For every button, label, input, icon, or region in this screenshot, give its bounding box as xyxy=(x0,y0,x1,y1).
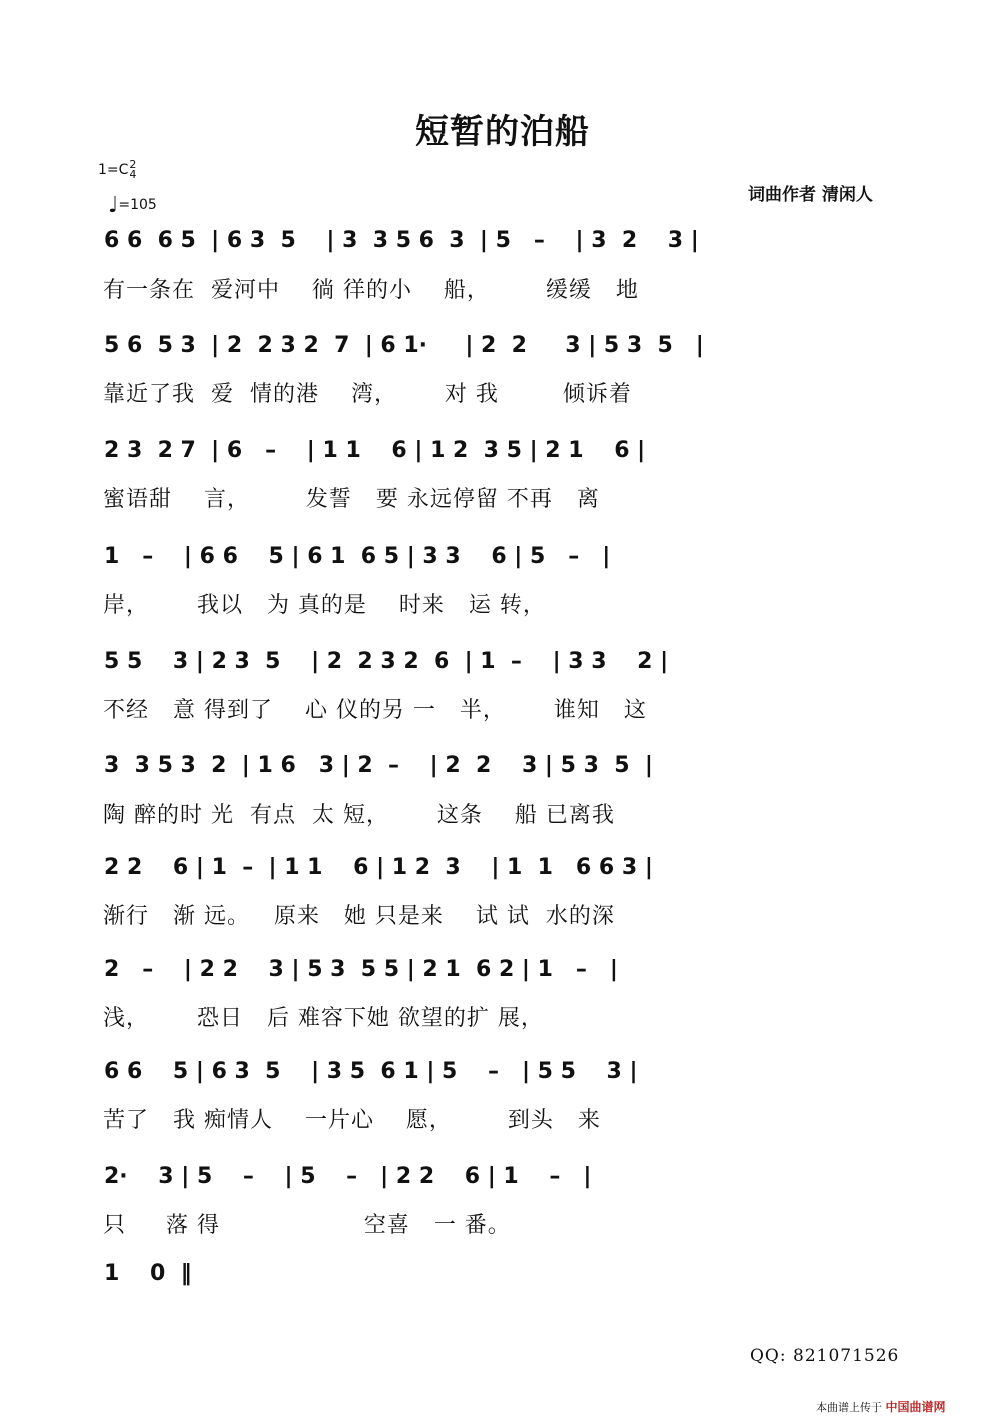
score-line xyxy=(0,438,1005,488)
lyric-text: 浅， 恐日 后 难容下她 欲望的扩 展， xyxy=(103,1006,544,1031)
lyric-text: 蜜语甜 言， 发誓 要 永远停留 不再 离 xyxy=(103,487,600,512)
tempo-mark xyxy=(108,193,157,218)
score-line xyxy=(0,957,1005,1007)
score-text: 5 6 5 3 | 2 2 3 2 7 | 6 1· | 2 2 3 | 5 3 5 | xyxy=(104,333,704,358)
key-signature xyxy=(98,160,136,180)
time-numerator: 2 xyxy=(129,158,137,171)
score-text: 2 2 6 | 1 – | 1 1 6 | 1 2 3 | 1 1 6 6 3 | xyxy=(104,855,653,880)
score-line xyxy=(0,855,1005,905)
tempo-value: =105 xyxy=(118,197,157,213)
score-text: 5 5 3 | 2 3 5 | 2 2 3 2 6 | 1 – | 3 3 2 | xyxy=(104,649,669,674)
lyric-line xyxy=(0,1001,1005,1031)
score-line xyxy=(0,1059,1005,1109)
score-line xyxy=(0,544,1005,594)
lyric-line xyxy=(0,1103,1005,1133)
score-text: 2 – | 2 2 3 | 5 3 5 5 | 2 1 6 2 | 1 – | xyxy=(104,957,618,982)
score-text: 1 – | 6 6 5 | 6 1 6 5 | 3 3 6 | 5 – | xyxy=(104,544,611,569)
lyric-line xyxy=(0,377,1005,407)
score-line-final xyxy=(0,1261,1005,1311)
lyric-text: 陶 醉的时 光 有点 太 短， 这条 船 已离我 xyxy=(103,803,615,828)
score-text: 6 6 6 5 | 6 3 5 | 3 3 5 6 3 | 5 – | 3 2 3 | xyxy=(104,228,699,253)
footer-prefix: 本曲谱上传于 xyxy=(816,1401,882,1414)
lyric-line xyxy=(0,588,1005,618)
key-label: 1=C xyxy=(98,162,129,178)
song-title: 短暂的泊船 xyxy=(415,112,590,152)
score-text: 3 3 5 3 2 | 1 6 3 | 2 – | 2 2 3 | 5 3 5 | xyxy=(104,753,653,778)
upload-footer xyxy=(816,1398,946,1415)
lyric-line xyxy=(0,482,1005,512)
lyric-text: 不经 意 得到了 心 仪的另 一 半， 谁知 这 xyxy=(103,698,647,723)
lyric-text: 靠近了我 爱 情的港 湾， 对 我 倾诉着 xyxy=(103,382,632,407)
score-text: 6 6 5 | 6 3 5 | 3 5 6 1 | 5 – | 5 5 3 | xyxy=(104,1059,638,1084)
score-text: 1 0 ‖ xyxy=(104,1261,192,1286)
lyric-line xyxy=(0,1208,1005,1238)
time-denominator: 4 xyxy=(129,168,137,181)
lyric-text: 渐行 渐 远。 原来 她 只是来 试 试 水的深 xyxy=(103,904,615,929)
score-line xyxy=(0,753,1005,803)
lyric-text: 有一条在 爱河中 徜 徉的小 船， 缓缓 地 xyxy=(103,278,639,303)
lyric-line xyxy=(0,273,1005,303)
lyric-text: 苦了 我 痴情人 一片心 愿， 到头 来 xyxy=(103,1108,601,1133)
time-signature xyxy=(129,160,136,180)
lyric-line xyxy=(0,693,1005,723)
score-text: 2 3 2 7 | 6 – | 1 1 6 | 1 2 3 5 | 2 1 6 | xyxy=(104,438,646,463)
quarter-note-icon: ♩ xyxy=(108,193,119,218)
author-credit: 词曲作者 清闲人 xyxy=(748,185,873,205)
score-line xyxy=(0,649,1005,699)
score-text: 2· 3 | 5 – | 5 – | 2 2 6 | 1 – | xyxy=(104,1164,592,1189)
lyric-text: 岸， 我以 为 真的是 时来 运 转， xyxy=(103,593,546,618)
lyric-line xyxy=(0,899,1005,929)
site-logo: 中国曲谱网 xyxy=(885,1400,946,1414)
score-line xyxy=(0,1164,1005,1214)
score-line xyxy=(0,228,1005,278)
qq-contact: QQ: 821071526 xyxy=(750,1346,900,1366)
lyric-line xyxy=(0,798,1005,828)
score-line xyxy=(0,333,1005,383)
lyric-text: 只 落 得 空喜 一 番。 xyxy=(103,1213,511,1238)
